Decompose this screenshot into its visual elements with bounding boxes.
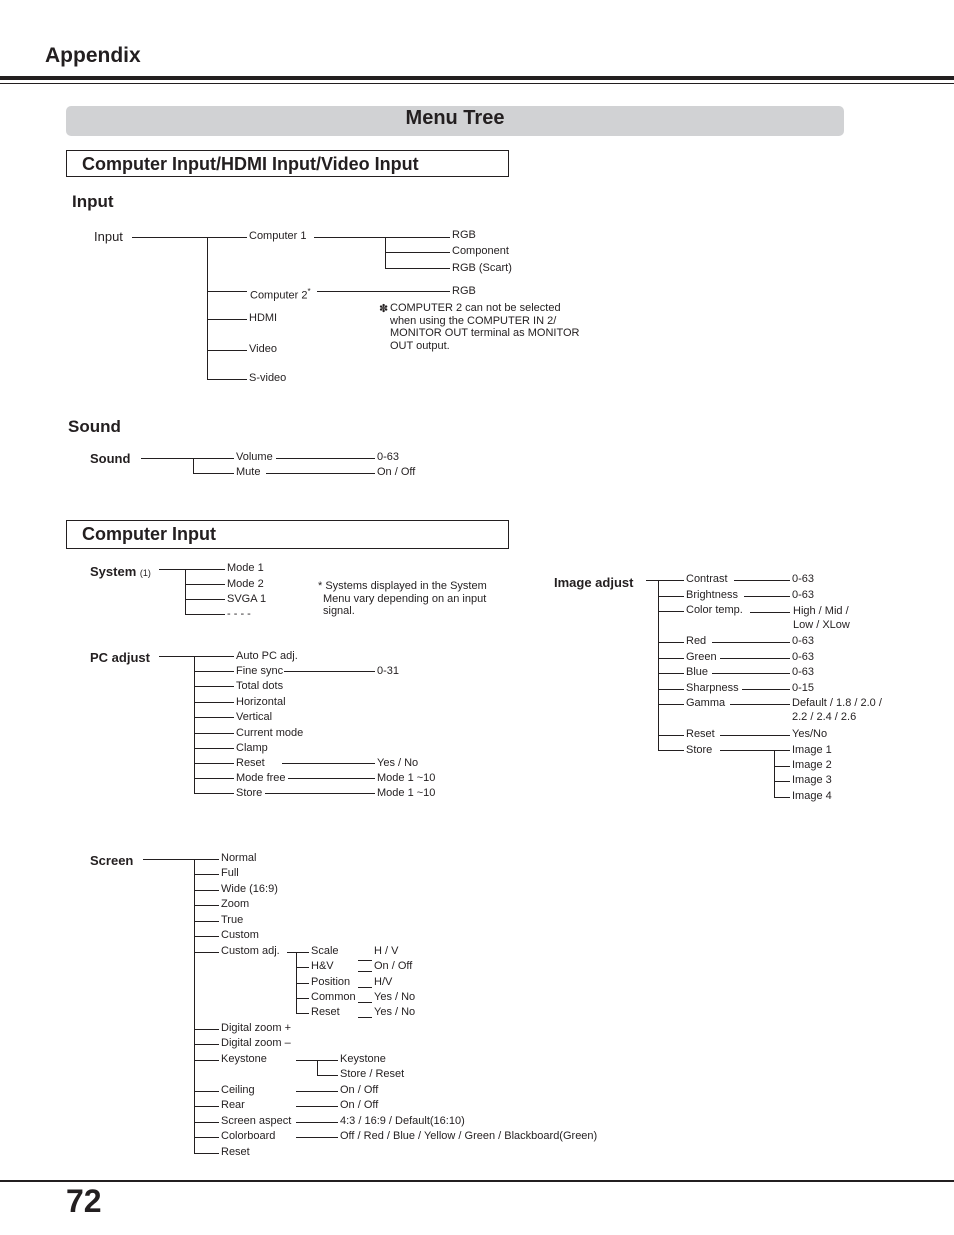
connector — [194, 702, 234, 703]
connector — [194, 733, 234, 734]
connector — [296, 1137, 338, 1138]
connector — [159, 569, 225, 570]
connector — [288, 778, 375, 779]
connector — [194, 686, 234, 687]
connector — [658, 689, 684, 690]
connector — [207, 350, 247, 351]
connector — [658, 750, 684, 751]
input-item-computer1: Computer 1 — [249, 230, 307, 242]
custom-adj-item: H&V — [311, 960, 334, 972]
pc-adjust-item: Current mode — [236, 727, 304, 739]
image-adjust-item: Brightness — [686, 589, 738, 601]
computer2-footnote-mark: * — [307, 287, 311, 296]
pc-adjust-item: Auto PC adj. — [236, 650, 298, 662]
connector — [194, 1029, 219, 1030]
image-adjust-item: Contrast — [686, 573, 728, 585]
image-store-opt: Image 4 — [792, 790, 832, 802]
system-trunk — [185, 569, 186, 615]
connector — [658, 704, 684, 705]
section-title-inputs: Computer Input/HDMI Input/Video Input — [82, 154, 419, 174]
image-adjust-item: Reset — [686, 728, 715, 740]
connector — [185, 614, 225, 615]
section-box-computer-input — [66, 520, 509, 549]
screen-item: Colorboard — [221, 1130, 276, 1142]
connector — [185, 584, 225, 585]
image-adjust-value: 0-15 — [792, 682, 815, 694]
connector — [720, 658, 790, 659]
connector — [207, 319, 247, 320]
screen-item: Custom — [221, 929, 259, 941]
connector — [744, 596, 790, 597]
computer1-trunk — [385, 237, 386, 269]
image-adjust-value: Default / 1.8 / 2.0 / — [792, 697, 882, 709]
connector — [317, 291, 450, 292]
image-adjust-value: 0-63 — [792, 573, 815, 585]
image-adjust-item: Color temp. — [686, 604, 743, 616]
image-store-opt: Image 2 — [792, 759, 832, 771]
pc-adjust-value: Yes / No — [377, 757, 419, 769]
connector — [194, 1091, 219, 1092]
image-adjust-root: Image adjust — [554, 575, 634, 590]
note-line: when using the COMPUTER IN 2/ — [390, 314, 557, 327]
connector — [730, 704, 790, 705]
connector — [284, 671, 375, 672]
screen-value: On / Off — [340, 1099, 379, 1111]
connector — [287, 952, 309, 953]
connector — [143, 859, 219, 860]
connector — [296, 967, 309, 968]
sound-heading: Sound — [68, 417, 121, 436]
image-adjust-item: Red — [686, 635, 707, 647]
connector — [141, 458, 234, 459]
image-adjust-value: 2.2 / 2.4 / 2.6 — [792, 711, 857, 723]
connector — [314, 237, 450, 238]
screen-item: Full — [221, 867, 239, 879]
image-adjust-value: Yes/No — [792, 728, 828, 740]
connector — [712, 642, 790, 643]
store-trunk — [774, 750, 775, 797]
note-line: OUT output. — [390, 339, 450, 352]
pc-adjust-root: PC adjust — [90, 650, 150, 665]
page-title: Menu Tree — [405, 107, 505, 129]
image-adjust-item: Sharpness — [686, 682, 739, 694]
input-item-hdmi: HDMI — [249, 312, 278, 324]
pc-adjust-item: Reset — [236, 757, 265, 769]
section-title-computer-input: Computer Input — [82, 524, 216, 544]
screen-value: Off / Red / Blue / Yellow / Green / Blackboard(Green) — [340, 1130, 598, 1142]
image-adjust-value: 0-63 — [792, 651, 815, 663]
connector — [358, 1017, 372, 1018]
connector — [296, 998, 309, 999]
connector — [358, 1002, 372, 1003]
keystone-opt: Keystone — [340, 1053, 386, 1065]
custom-adj-value: H/V — [374, 976, 393, 988]
input-item-svideo: S-video — [249, 372, 287, 384]
screen-item: Rear — [221, 1099, 245, 1111]
system-root-suffix: (1) — [139, 568, 151, 578]
computer1-opt-component: Component — [452, 245, 509, 257]
connector — [358, 971, 372, 972]
connector — [658, 735, 684, 736]
system-item: - - - - — [227, 608, 251, 620]
keystone-opt: Store / Reset — [340, 1068, 405, 1080]
custom-adj-item: Reset — [311, 1006, 340, 1018]
image-adjust-item: Blue — [686, 666, 709, 678]
connector — [159, 656, 234, 657]
connector — [282, 763, 375, 764]
pc-adjust-item: Mode free — [236, 772, 286, 784]
input-item-computer2-label: Computer 2 — [250, 289, 308, 302]
image-adjust-item: Green — [686, 651, 717, 663]
footer-rule — [0, 1180, 954, 1182]
connector — [194, 921, 219, 922]
connector — [194, 763, 234, 764]
connector — [296, 1091, 338, 1092]
pc-adjust-item: Vertical — [236, 711, 273, 723]
system-root — [90, 564, 151, 579]
computer1-opt-rgb: RGB — [452, 229, 476, 241]
pc-adjust-value: 0-31 — [377, 665, 400, 677]
connector — [646, 580, 684, 581]
custom-adj-value: Yes / No — [374, 1006, 416, 1018]
pc-adjust-item: Total dots — [236, 680, 284, 692]
connector — [207, 291, 247, 292]
image-adjust-value: Low / XLow — [793, 619, 850, 631]
note-line: MONITOR OUT terminal as MONITOR — [390, 327, 580, 339]
connector — [276, 458, 375, 459]
note-line: COMPUTER 2 can not be selected — [390, 302, 561, 314]
screen-item: Wide (16:9) — [221, 883, 278, 895]
system-note — [318, 580, 518, 618]
system-item: Mode 2 — [227, 578, 264, 590]
screen-item: Reset — [221, 1146, 250, 1158]
screen-item: Custom adj. — [221, 945, 280, 957]
input-root-connector — [132, 237, 247, 238]
keystone-trunk — [317, 1060, 318, 1076]
connector — [358, 987, 372, 988]
image-store-opt: Image 3 — [792, 774, 832, 786]
pc-adjust-item: Fine sync — [236, 665, 284, 677]
connector — [658, 642, 684, 643]
connector — [720, 735, 790, 736]
connector — [194, 1044, 219, 1045]
pc-adjust-value: Mode 1 ~10 — [377, 787, 436, 799]
connector — [194, 717, 234, 718]
connector — [296, 983, 309, 984]
page-number: 72 — [66, 1183, 102, 1219]
system-root-label: System — [90, 564, 137, 579]
image-store-opt: Image 1 — [792, 744, 832, 756]
connector — [194, 1153, 219, 1154]
connector — [265, 793, 375, 794]
connector — [296, 1122, 338, 1123]
input-heading: Input — [72, 192, 114, 211]
screen-item: Normal — [221, 852, 257, 864]
input-item-computer2 — [250, 285, 311, 303]
image-adjust-value: High / Mid / — [793, 605, 849, 617]
connector — [658, 673, 684, 674]
sound-trunk — [193, 458, 194, 474]
connector — [194, 905, 219, 906]
connector — [774, 797, 790, 798]
connector — [194, 936, 219, 937]
connector — [194, 671, 234, 672]
section-box-inputs — [66, 150, 509, 177]
pc-adjust-item: Store — [236, 787, 263, 799]
connector — [194, 1060, 219, 1061]
connector — [774, 766, 790, 767]
system-item: SVGA 1 — [227, 593, 267, 605]
connector — [194, 778, 234, 779]
image-adjust-item: Gamma — [686, 697, 726, 709]
screen-root: Screen — [90, 853, 134, 868]
screen-item: Digital zoom + — [221, 1022, 292, 1034]
screen-value: On / Off — [340, 1084, 379, 1096]
screen-value: 4:3 / 16:9 / Default(16:10) — [340, 1115, 465, 1127]
connector — [194, 1122, 219, 1123]
connector — [358, 960, 372, 961]
screen-item: Screen aspect — [221, 1115, 292, 1127]
note-line: * Systems displayed in the System — [318, 580, 487, 592]
connector — [658, 658, 684, 659]
image-adjust-item: Store — [686, 744, 713, 756]
connector — [194, 874, 219, 875]
note-mark-icon: ✽ — [379, 303, 389, 315]
sound-root: Sound — [90, 451, 131, 466]
custom-adj-item: Scale — [311, 945, 339, 957]
input-trunk — [207, 237, 208, 379]
custom-adj-item: Position — [311, 976, 351, 988]
connector — [317, 1075, 338, 1076]
sound-mute-value: On / Off — [377, 466, 416, 478]
connector — [742, 689, 790, 690]
computer1-opt-rgb-scart: RGB (Scart) — [452, 262, 512, 274]
connector — [712, 673, 790, 674]
connector — [185, 599, 225, 600]
header-rule — [0, 76, 954, 80]
connector — [193, 473, 234, 474]
input-root: Input — [94, 229, 123, 244]
sound-item-volume: Volume — [236, 451, 273, 463]
connector — [296, 1106, 338, 1107]
image-adjust-trunk — [658, 580, 659, 751]
header-rule-thin — [0, 83, 954, 84]
computer2-note — [390, 302, 590, 352]
screen-item: True — [221, 914, 244, 926]
connector — [750, 612, 790, 613]
appendix-heading: Appendix — [45, 44, 141, 67]
note-line: Menu vary depending on an input — [323, 592, 487, 605]
custom-adj-item: Common — [311, 991, 356, 1003]
note-line: signal. — [323, 605, 355, 617]
screen-trunk — [194, 859, 195, 1153]
pc-adjust-item: Horizontal — [236, 696, 286, 708]
connector — [207, 379, 247, 380]
connector — [194, 890, 219, 891]
input-item-video: Video — [249, 343, 277, 355]
connector — [194, 1106, 219, 1107]
image-adjust-value: 0-63 — [792, 589, 815, 601]
system-item: Mode 1 — [227, 562, 264, 574]
connector — [266, 473, 375, 474]
custom-adj-value: Yes / No — [374, 991, 416, 1003]
connector — [385, 252, 450, 253]
connector — [734, 580, 790, 581]
connector — [194, 748, 234, 749]
connector — [658, 596, 684, 597]
pc-adjust-trunk — [194, 656, 195, 794]
screen-item: Keystone — [221, 1053, 267, 1065]
custom-adj-value: H / V — [374, 945, 399, 957]
image-adjust-value: 0-63 — [792, 666, 815, 678]
connector — [194, 1137, 219, 1138]
sound-volume-value: 0-63 — [377, 451, 400, 463]
connector — [296, 1013, 309, 1014]
screen-item: Ceiling — [221, 1084, 255, 1096]
pc-adjust-value: Mode 1 ~10 — [377, 772, 436, 784]
connector — [385, 268, 450, 269]
custom-adj-value: On / Off — [374, 960, 413, 972]
screen-item: Zoom — [221, 898, 250, 910]
computer2-opt-rgb: RGB — [452, 285, 476, 297]
connector — [658, 611, 684, 612]
sound-item-mute: Mute — [236, 466, 261, 478]
screen-item: Digital zoom – — [221, 1037, 291, 1049]
pc-adjust-item: Clamp — [236, 742, 268, 754]
image-adjust-value: 0-63 — [792, 635, 815, 647]
connector — [194, 952, 219, 953]
connector — [774, 781, 790, 782]
connector — [194, 793, 234, 794]
connector — [720, 750, 790, 751]
